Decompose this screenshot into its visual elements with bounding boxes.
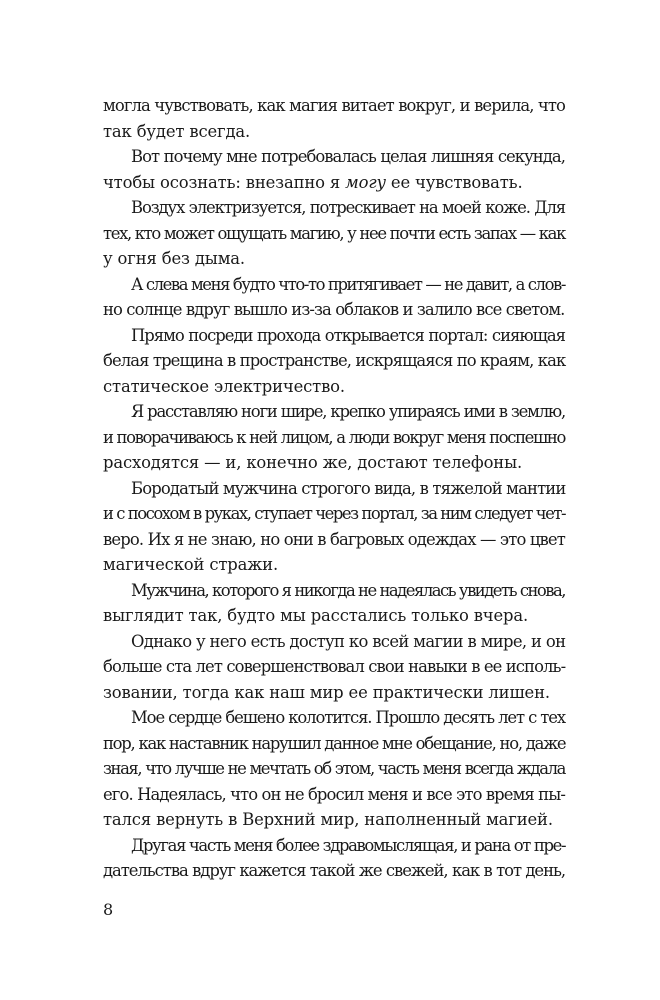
text-line: выглядит так, будто мы расстались только вчера. (103, 606, 529, 625)
text-line: Мужчина, которого я никогда не надеялась увидеть снова, (131, 580, 565, 600)
text-line: зовании, тогда как наш мир ее практически лишен. (103, 682, 550, 702)
text-segment: ее чувствовать. (385, 172, 523, 192)
text-line (103, 170, 565, 196)
text-line: статическое электричество. (103, 376, 345, 396)
text-line: Воздух электризуется, потрескивает на моей коже. Для (131, 198, 565, 217)
text-line: тех, кто может ощущать магию, у нее почти есть запах — как (103, 223, 565, 243)
text-line: Однако у него есть доступ ко всей магии в мире, и он (131, 631, 566, 651)
text-line: Другая часть меня более здравомыслящая, и рана от пре- (131, 835, 566, 855)
text-segment: чтобы осознать: внезапно я (103, 172, 346, 192)
page-number: 8 (103, 900, 114, 919)
text-line: у огня без дыма. (103, 249, 245, 268)
text-line: зная, что лучше не мечтать об этом, часть меня всегда ждала (103, 759, 565, 778)
text-line: веро. Их я не знаю, но они в багровых одеждах — это цвет (103, 529, 565, 549)
text-line: его. Надеялась, что он не бросил меня и все это время пы- (103, 784, 565, 804)
text-line: расходятся — и, конечно же, достают телефоны. (103, 453, 523, 472)
text-line: больше ста лет совершенствовал свои навыки в ее исполь- (103, 657, 566, 676)
text-line: но солнце вдруг вышло из-за облаков и залило все светом. (103, 300, 565, 319)
emphasis-word: могу (345, 172, 386, 192)
text-line: так будет всегда. (103, 121, 251, 141)
text-line: Прямо посреди прохода открывается портал: сияющая (131, 325, 565, 345)
text-line: магической стражи. (103, 555, 279, 574)
text-line: Бородатый мужчина строгого вида, в тяжелой мантии (131, 478, 566, 498)
text-line: могла чувствовать, как магия витает вокруг, и верила, что (103, 96, 565, 115)
text-line: белая трещина в пространстве, искрящаяся по краям, как (103, 351, 566, 370)
text-line: тался вернуть в Верхний мир, наполненный магией. (103, 810, 553, 829)
text-line: и поворачиваюсь к ней лицом, а люди вокруг меня поспешно (103, 427, 565, 447)
text-line: Я расставляю ноги шире, крепко упираясь ими в землю, (131, 402, 565, 421)
text-line: Мое сердце бешено колотится. Прошло десять лет с тех (131, 708, 565, 727)
text-line: пор, как наставник нарушил данное мне обещание, но, даже (103, 733, 566, 753)
text-line: дательства вдруг кажется такой же свежей, как в тот день, (103, 861, 565, 880)
text-line: А слева меня будто что-то притягивает — не давит, а слов- (131, 274, 565, 294)
page-body (103, 93, 565, 884)
text-line: и с посохом в руках, ступает через портал, за ним следует чет- (103, 504, 566, 523)
text-line: Вот почему мне потребовалась целая лишняя секунда, (131, 147, 565, 166)
